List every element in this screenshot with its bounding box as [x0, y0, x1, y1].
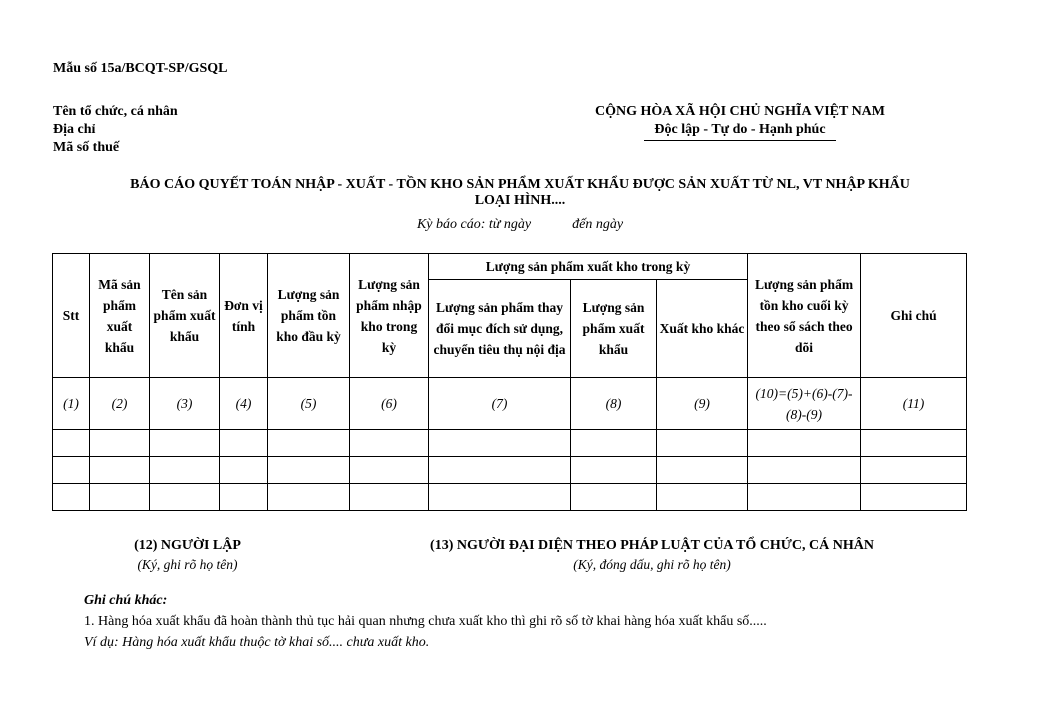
header-product-code: Mã sản phẩm xuất khẩu	[90, 254, 150, 378]
header-imported: Lượng sản phẩm nhập kho trong kỳ	[350, 254, 429, 378]
header-group-out: Lượng sản phẩm xuất kho trong kỳ	[429, 254, 748, 280]
org-address-label: Địa chỉ	[53, 122, 96, 137]
header-unit: Đơn vị tính	[220, 254, 268, 378]
org-name-label: Tên tổ chức, cá nhân	[53, 104, 178, 119]
report-title-line2: LOẠI HÌNH....	[474, 193, 566, 208]
representative-sub: (Ký, đóng dấu, ghi rõ họ tên)	[573, 557, 731, 572]
form-code: Mẫu số 15a/BCQT-SP/GSQL	[53, 61, 228, 76]
preparer-title: (12) NGƯỜI LẬP	[134, 538, 241, 553]
preparer-sub: (Ký, ghi rõ họ tên)	[137, 557, 238, 572]
nation-motto: Độc lập - Tự do - Hạnh phúc	[644, 121, 835, 141]
col-number: (6)	[350, 378, 429, 430]
notes-block	[84, 590, 767, 653]
national-header	[560, 103, 920, 141]
representative-title: (13) NGƯỜI ĐẠI DIỆN THEO PHÁP LUẬT CỦA TỔ CHỨC, CÁ NHÂN	[430, 538, 874, 553]
col-number: (2)	[90, 378, 150, 430]
col-number: (3)	[150, 378, 220, 430]
col-number: (11)	[861, 378, 967, 430]
period-from: Kỳ báo cáo: từ ngày	[416, 217, 532, 232]
header-exported: Lượng sản phẩm xuất khẩu	[571, 280, 657, 378]
col-number: (9)	[657, 378, 748, 430]
header-other-out: Xuất kho khác	[657, 280, 748, 378]
col-number: (7)	[429, 378, 571, 430]
report-table	[52, 253, 967, 511]
report-title	[60, 177, 980, 209]
notes-heading: Ghi chú khác:	[84, 593, 168, 608]
numbering-row	[53, 378, 967, 430]
col-number: (5)	[268, 378, 350, 430]
preparer-signature	[100, 536, 275, 574]
col-number: (8)	[571, 378, 657, 430]
report-title-line1: BÁO CÁO QUYẾT TOÁN NHẬP - XUẤT - TỒN KHO SẢN PHẨM XUẤT KHẨU ĐƯỢC SẢN XUẤT TỪ NL, VT NHẬP KHẨU	[130, 177, 910, 192]
header-closing-stock: Lượng sản phẩm tồn kho cuối kỳ theo sổ sách theo dõi	[748, 254, 861, 378]
col-number: (4)	[220, 378, 268, 430]
header-product-name: Tên sản phẩm xuất khẩu	[150, 254, 220, 378]
period-to: đến ngày	[572, 217, 624, 232]
report-period	[60, 217, 980, 233]
table-row	[53, 484, 967, 511]
col-number: (1)	[53, 378, 90, 430]
representative-signature	[372, 536, 932, 574]
col-number: (10)=(5)+(6)-(7)-(8)-(9)	[748, 378, 861, 430]
nation-name: CỘNG HÒA XÃ HỘI CHỦ NGHĨA VIỆT NAM	[594, 104, 885, 119]
header-changed-purpose: Lượng sản phẩm thay đổi mục đích sử dụng, chuyển tiêu thụ nội địa	[429, 280, 571, 378]
table-row	[53, 430, 967, 457]
header-note: Ghi chú	[861, 254, 967, 378]
org-tax-code-label: Mã số thuế	[53, 140, 120, 155]
organization-block	[53, 103, 178, 157]
header-stt: Stt	[53, 254, 90, 378]
table-row	[53, 457, 967, 484]
notes-example: Ví dụ: Hàng hóa xuất khẩu thuộc tờ khai số.... chưa xuất kho.	[84, 635, 430, 650]
notes-line1: 1. Hàng hóa xuất khẩu đã hoàn thành thủ tục hải quan nhưng chưa xuất kho thì ghi rõ số tờ khai hàng hóa xuất khẩu số.....	[84, 614, 767, 629]
header-opening-stock: Lượng sản phẩm tồn kho đầu kỳ	[268, 254, 350, 378]
